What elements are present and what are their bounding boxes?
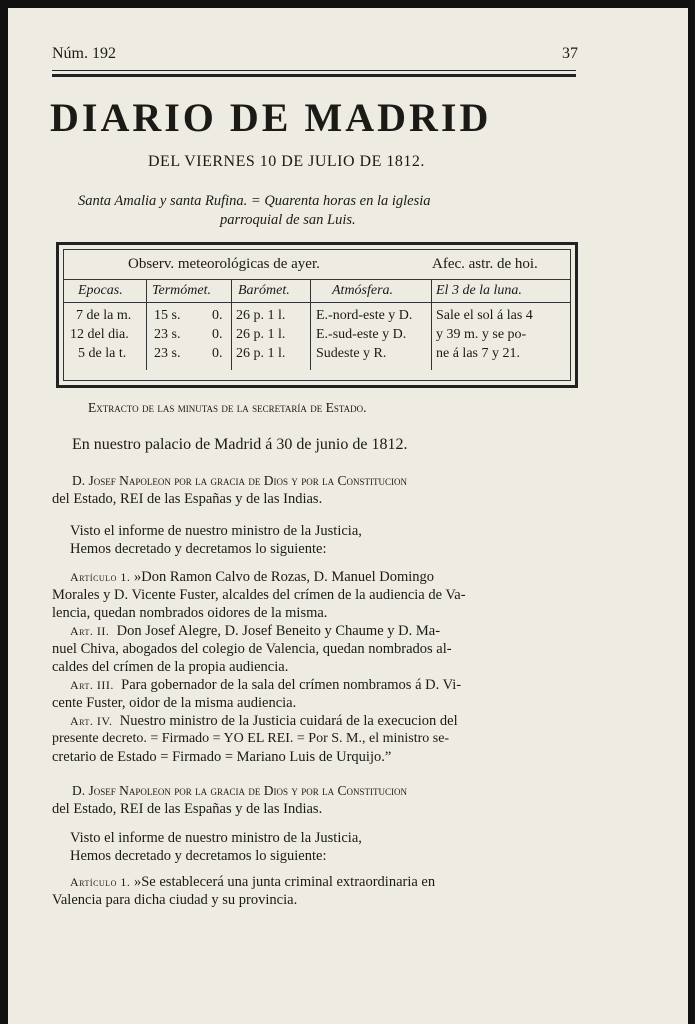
table-rule-top [64,279,570,280]
col-header-termometro: Termómet. [152,283,211,298]
decree2-art1-line1 [70,874,435,891]
decree1-art4-line1 [70,713,458,730]
newspaper-page [8,8,688,1024]
cell-term-1: 15 s. [154,308,181,323]
cell-epoca-2: 12 del dia. [70,327,129,342]
decree1-art3-line1 [70,677,461,694]
section-heading: Extracto de las minutas de la secretaría de Estado. [88,400,367,415]
decree1-hemos: Hemos decretado y decretamos lo siguiente: [70,541,327,557]
header-rule-thick [52,74,576,77]
decree2-heading-cont: del Estado, REI de las Españas y de las Indias. [52,801,323,817]
art4-text-1: Nuestro ministro de la Justicia cuidará de la execucion del [119,713,458,729]
decree1-art4-line2: presente decreto. = Firmado = YO EL REI. = Por S. M., el ministro se- [52,731,450,746]
col-divider-3 [310,280,311,370]
masthead-title: DIARIO DE MADRID [50,95,492,140]
art4-label: Art. IV. [70,714,113,728]
decree2-heading: D. Josef Napoleon por la gracia de Dios y por la Constitucion [72,783,408,798]
col-divider-4 [431,280,432,370]
cell-termfrac-3: 0. [212,346,223,361]
decree1-art1-line2: Morales y D. Vicente Fuster, alcaldes del crímen de la audiencia de Va- [52,587,466,603]
decree1-art1-line3: lencia, quedan nombrados oidores de la misma. [52,605,328,621]
cell-astr-1: Sale el sol á las 4 [436,308,533,323]
cell-atmos-2: E.-sud-este y D. [316,327,407,342]
decree1-art2-line1 [70,623,440,640]
page-number: 37 [562,45,578,62]
weather-title-left: Observ. meteorológicas de ayer. [128,256,320,272]
col-header-atmosfera: Atmósfera. [332,283,394,298]
issue-number: Núm. 192 [52,45,116,62]
art1-label: Artículo 1. [70,570,131,584]
col-divider-1 [146,280,147,370]
col-divider-2 [231,280,232,370]
cell-baro-1: 26 p. 1 l. [236,308,286,323]
weather-table-inner [63,249,571,381]
art3-label: Art. III. [70,678,114,692]
art1-text-1: »Don Ramon Calvo de Rozas, D. Manuel Domingo [133,569,435,585]
cell-term-2: 23 s. [154,327,181,342]
cell-baro-3: 26 p. 1 l. [236,346,286,361]
col-header-astr: El 3 de la luna. [436,283,522,298]
place-date: En nuestro palacio de Madrid á 30 de junio de 1812. [72,436,408,453]
cell-term-3: 23 s. [154,346,181,361]
cell-termfrac-1: 0. [212,308,223,323]
decree2-art1-label: Artículo 1. [70,875,131,889]
decree1-art2-line2: nuel Chiva, abogados del colegio de Valencia, quedan nombrados al- [52,641,452,657]
cell-astr-3: ne á las 7 y 21. [436,346,520,361]
cell-epoca-1: 7 de la m. [76,308,132,323]
cell-astr-2: y 39 m. y se po- [436,327,527,342]
issue-date: DEL VIERNES 10 DE JULIO DE 1812. [148,153,425,170]
decree1-heading-cont: del Estado, REI de las Españas y de las Indias. [52,491,323,507]
art3-text-1: Para gobernador de la sala del crímen nombramos á D. Vi- [121,677,462,693]
art2-text-1: Don Josef Alegre, D. Josef Beneito y Chaume y D. Ma- [116,623,441,639]
decree1-visto: Visto el informe de nuestro ministro de la Justicia, [70,523,362,539]
decree1-heading: D. Josef Napoleon por la gracia de Dios y por la Constitucion [72,473,408,488]
decree1-art1-line1 [70,569,434,586]
decree1-art3-line2: cente Fuster, oidor de la misma audiencia. [52,695,297,711]
cell-atmos-3: Sudeste y R. [316,346,387,361]
col-header-barometro: Barómet. [238,283,290,298]
decree2-hemos: Hemos decretado y decretamos lo siguiente: [70,848,327,864]
weather-title-right: Afec. astr. de hoi. [432,256,538,272]
saints-line-2: parroquial de san Luis. [220,212,356,228]
weather-table [56,242,578,388]
cell-baro-2: 26 p. 1 l. [236,327,286,342]
decree2-art1-line2: Valencia para dicha ciudad y su provincia. [52,892,298,908]
saints-line-1: Santa Amalia y santa Rufina. = Quarenta horas en la iglesia [78,193,431,209]
cell-atmos-1: E.-nord-este y D. [316,308,413,323]
header-rule-thin [52,70,576,71]
table-rule-header [64,302,570,303]
decree2-art1-text-1: »Se establecerá una junta criminal extraordinaria en [133,874,436,890]
decree1-art4-line3: cretario de Estado = Firmado = Mariano Luis de Urquijo.” [52,749,392,765]
col-header-epocas: Epocas. [78,283,123,298]
cell-epoca-3: 5 de la t. [78,346,127,361]
art2-label: Art. II. [70,624,110,638]
cell-termfrac-2: 0. [212,327,223,342]
decree1-art2-line3: caldes del crímen de la propia audiencia. [52,659,289,675]
decree2-visto: Visto el informe de nuestro ministro de la Justicia, [70,830,362,846]
